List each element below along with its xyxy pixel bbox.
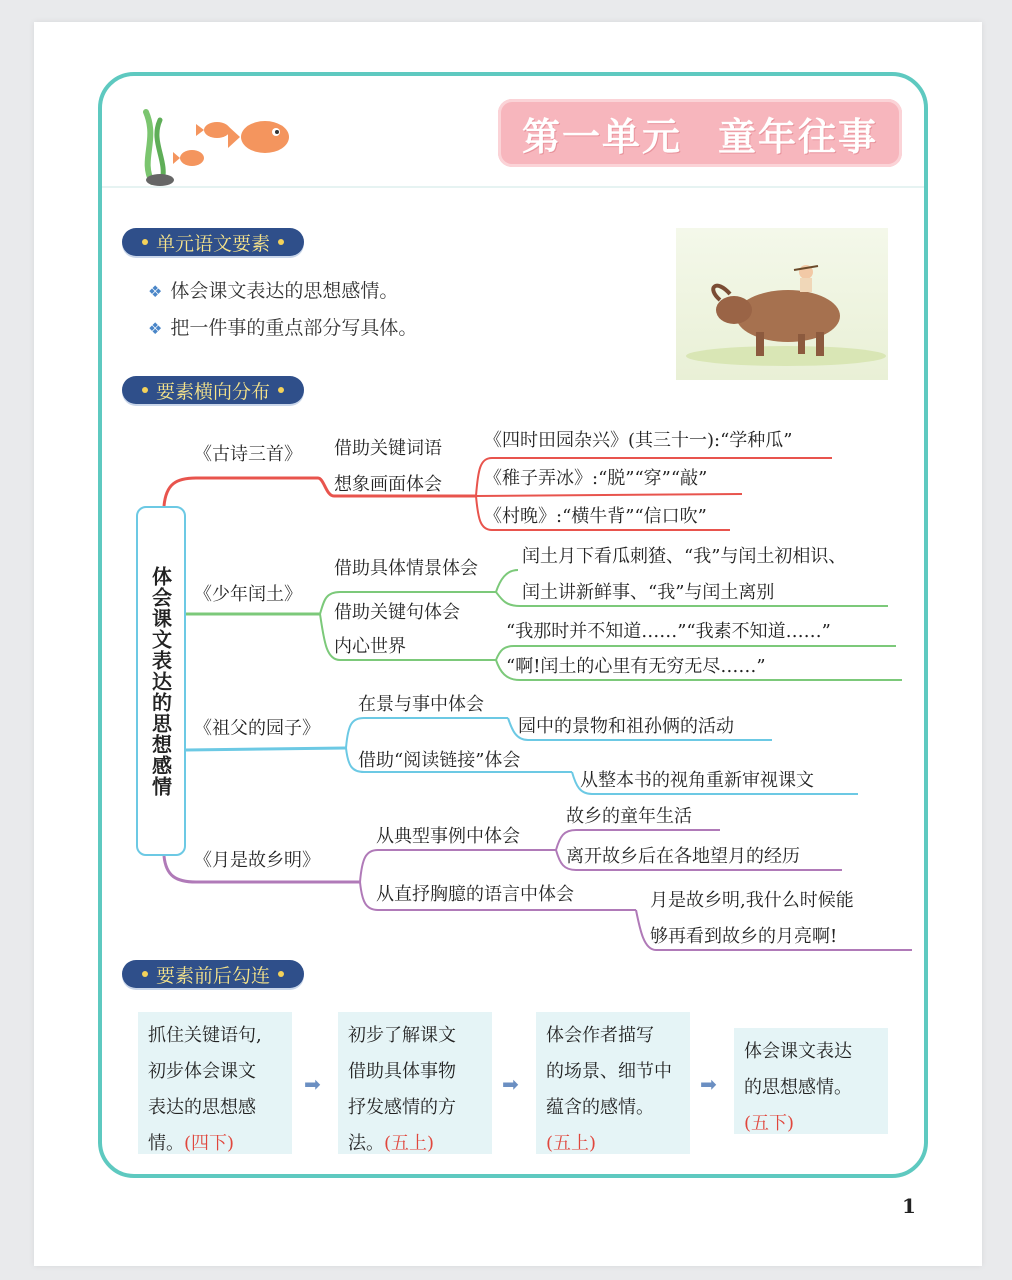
method-text: 借助关键句体会 <box>334 602 460 623</box>
detail-text: 闰土讲新鲜事、“我”与闰土离别 <box>522 582 775 603</box>
detail-text: 《四时田园杂兴》(其三十一):“学种瓜” <box>484 430 793 451</box>
unit-number: 第一单元 <box>521 114 682 159</box>
method-text: 想象画面体会 <box>334 474 442 495</box>
bullet-item: ❖ 体会课文表达的思想感情。 <box>148 280 399 302</box>
lesson-title: 《古诗三首》 <box>194 444 302 465</box>
lesson-title: 《月是故乡明》 <box>194 850 320 871</box>
mindmap-root: 体会课文表达的思想感情 <box>136 506 186 856</box>
diamond-bullet-icon: ❖ <box>148 282 163 301</box>
progression-box: 体会作者描写 的场景、细节中 蕴含的感情。 (五上) <box>536 1012 690 1154</box>
method-text: 从典型事例中体会 <box>376 826 520 847</box>
section-label-links: 要素前后勾连 <box>122 960 304 988</box>
method-text: 内心世界 <box>334 636 406 657</box>
section-label-elements: 单元语文要素 <box>122 228 304 256</box>
detail-text: “我那时并不知道……”“我素不知道……” <box>506 621 831 642</box>
method-text: 从直抒胸臆的语言中体会 <box>376 884 574 905</box>
detail-text: 离开故乡后在各地望月的经历 <box>566 846 800 867</box>
arrow-right-icon: ➡ <box>502 1072 519 1096</box>
lesson-title: 《少年闰土》 <box>194 584 302 605</box>
detail-text: 园中的景物和祖孙俩的活动 <box>518 716 734 737</box>
progression-box: 初步了解课文 借助具体事物 抒发感情的方 法。(五上) <box>338 1012 492 1154</box>
method-text: 借助“阅读链接”体会 <box>358 750 521 771</box>
arrow-right-icon: ➡ <box>304 1072 321 1096</box>
progression-box: 抓住关键语句, 初步体会课文 表达的思想感 情。(四下) <box>138 1012 292 1154</box>
method-text: 在景与事中体会 <box>358 694 484 715</box>
detail-text: “啊!闰土的心里有无穷无尽……” <box>506 656 766 677</box>
section-label-distribution: 要素横向分布 <box>122 376 304 404</box>
page-number: 1 <box>902 1194 916 1218</box>
unit-theme: 童年往事 <box>718 114 879 159</box>
detail-text: 《村晚》:“横牛背”“信口吹” <box>484 506 707 527</box>
diamond-bullet-icon: ❖ <box>148 319 163 338</box>
arrow-right-icon: ➡ <box>700 1072 717 1096</box>
lesson-title: 《祖父的园子》 <box>194 718 320 739</box>
detail-text: 月是故乡明,我什么时候能 <box>650 890 854 911</box>
detail-text: 故乡的童年生活 <box>566 806 692 827</box>
detail-text: 从整本书的视角重新审视课文 <box>580 770 814 791</box>
progression-box: 体会课文表达 的思想感情。 (五下) <box>734 1028 888 1134</box>
detail-text: 《稚子弄冰》:“脱”“穿”“敲” <box>484 468 708 489</box>
method-text: 借助具体情景体会 <box>334 558 478 579</box>
detail-text: 闰土月下看瓜刺猹、“我”与闰土初相识、 <box>522 546 847 567</box>
method-text: 借助关键词语 <box>334 438 442 459</box>
bullet-item: ❖ 把一件事的重点部分写具体。 <box>148 317 418 339</box>
detail-text: 够再看到故乡的月亮啊! <box>650 926 838 947</box>
